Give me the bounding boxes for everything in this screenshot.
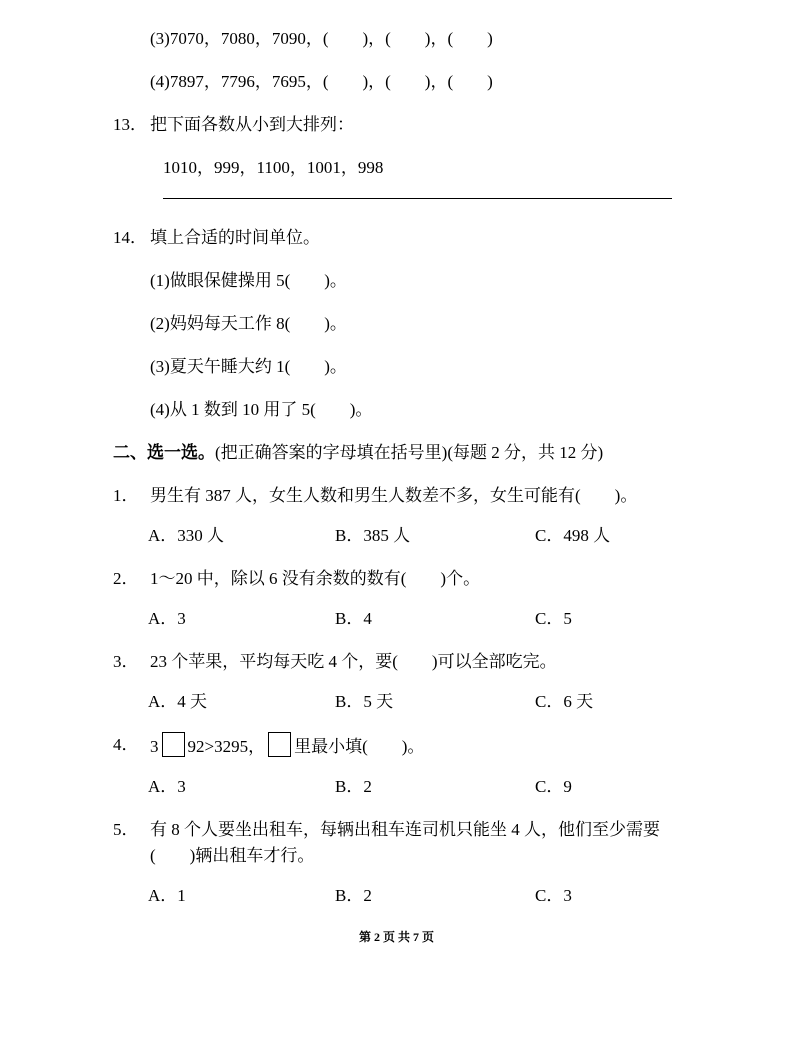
option-b: B．385 人 <box>335 526 411 545</box>
option-a: A．3 <box>148 777 186 796</box>
choice-question-3-stem: 23 个苹果，平均每天吃 4 个，要( )可以全部吃完。 <box>150 652 557 671</box>
blank-box <box>162 732 185 757</box>
option-c: C．6 天 <box>535 692 594 711</box>
choice-question-4-stem <box>150 732 688 760</box>
choice-question-2 <box>113 566 688 592</box>
choice-question-3-options <box>148 689 688 715</box>
option-c: C．9 <box>535 777 572 796</box>
question-14-text: 填上合适的时间单位。 <box>150 228 320 247</box>
fill-item-3: (3)7070，7080，7090，( )，( )，( ) <box>150 29 493 48</box>
choice-question-2-stem: 1～20 中，除以 6 没有余数的数有( )个。 <box>150 569 481 588</box>
stem-part-1: 3 <box>150 737 159 756</box>
question-13-text: 把下面各数从小到大排列： <box>150 115 354 134</box>
question-14-number: 14． <box>113 228 147 247</box>
option-c: C．3 <box>535 886 572 905</box>
choice-question-3 <box>113 649 688 675</box>
option-b: B．5 天 <box>335 692 394 711</box>
fill-item-4: (4)7897，7796，7695，( )，( )，( ) <box>150 72 493 91</box>
page-footer: 第 2 页 共 7 页 <box>358 930 434 944</box>
answer-line <box>163 198 672 199</box>
choice-question-1 <box>113 483 688 509</box>
option-a: A．1 <box>148 886 186 905</box>
question-14-item-2: (2)妈妈每天工作 8( )。 <box>150 314 347 333</box>
choice-question-2-options <box>148 606 688 632</box>
choice-question-4-number: 4． <box>113 735 139 754</box>
option-c: C．498 人 <box>535 526 611 545</box>
choice-question-3-number: 3． <box>113 652 139 671</box>
question-14 <box>113 225 688 251</box>
question-14-item-1: (1)做眼保健操用 5( )。 <box>150 271 347 290</box>
option-a: A．4 天 <box>148 692 208 711</box>
question-13 <box>113 112 688 138</box>
stem-part-3: 里最小填( )。 <box>294 737 425 756</box>
section-2-header <box>113 440 688 466</box>
stem-part-2: 92>3295， <box>187 737 266 756</box>
option-b: B．2 <box>335 777 372 796</box>
choice-question-4 <box>113 732 688 760</box>
question-14-item-3: (3)夏天午睡大约 1( )。 <box>150 357 347 376</box>
choice-question-5-stem: 有 8 个人要坐出租车，每辆出租车连司机只能坐 4 人，他们至少需要( )辆出租车才行。 <box>150 820 660 865</box>
question-13-number: 13． <box>113 115 147 134</box>
choice-question-1-stem: 男生有 387 人，女生人数和男生人数差不多，女生可能有( )。 <box>150 486 638 505</box>
section-2-title: 二、选一选。 <box>113 443 215 462</box>
choice-question-1-number: 1． <box>113 486 139 505</box>
question-13-numbers: 1010，999，1100，1001，998 <box>163 158 384 177</box>
option-a: A．3 <box>148 609 186 628</box>
option-a: A．330 人 <box>148 526 225 545</box>
choice-question-2-number: 2． <box>113 569 139 588</box>
choice-question-5-options <box>148 883 688 909</box>
question-14-item-4: (4)从 1 数到 10 用了 5( )。 <box>150 400 373 419</box>
choice-question-5-number: 5． <box>113 820 139 839</box>
choice-question-5 <box>113 817 688 869</box>
option-c: C．5 <box>535 609 572 628</box>
option-b: B．2 <box>335 886 372 905</box>
choice-question-4-options <box>148 774 688 800</box>
option-b: B．4 <box>335 609 372 628</box>
choice-question-1-options <box>148 523 688 549</box>
blank-box <box>268 732 291 757</box>
section-2-note: (把正确答案的字母填在括号里)(每题 2 分，共 12 分) <box>215 443 604 462</box>
